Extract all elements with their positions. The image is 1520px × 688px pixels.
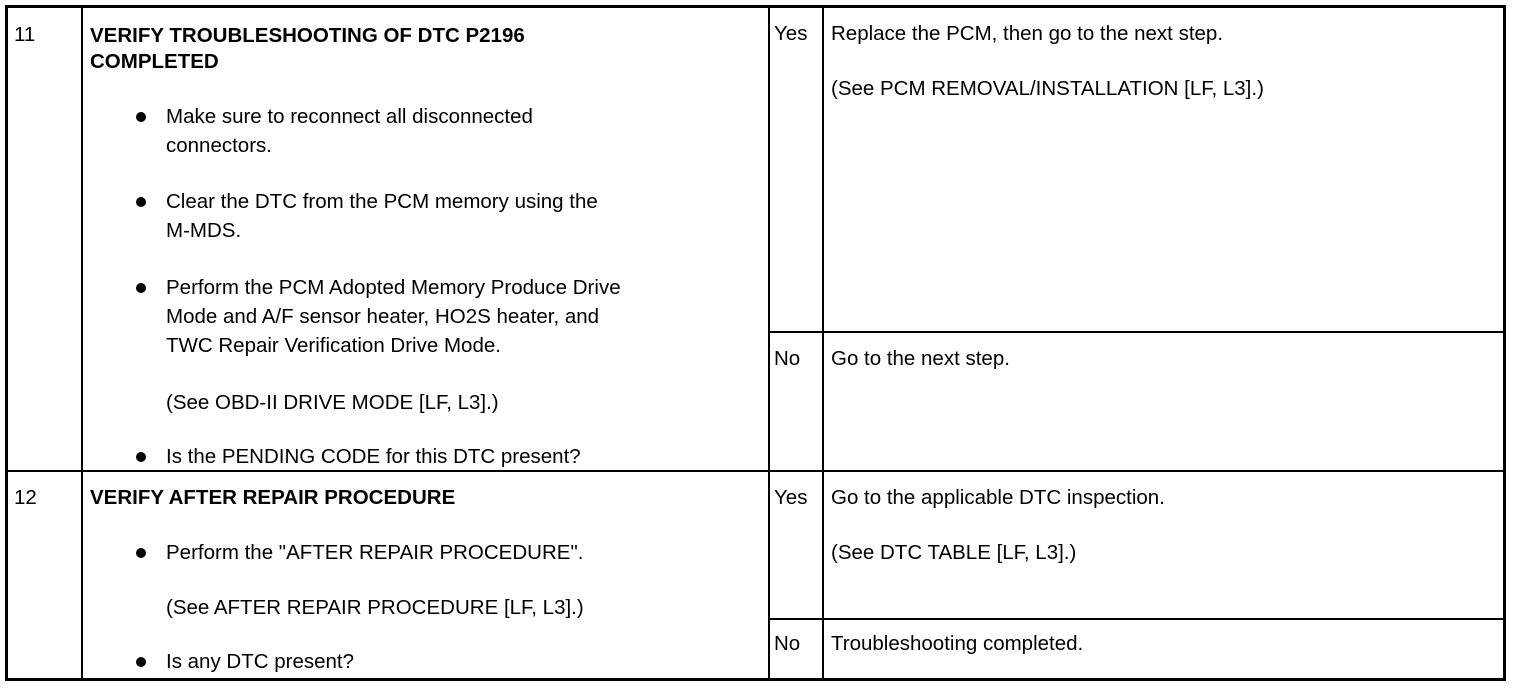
no-label: No <box>774 632 801 655</box>
no-action: Go to the next step. <box>831 347 1010 370</box>
yes-action: Replace the PCM, then go to the next step. <box>831 22 1224 45</box>
column-divider-result <box>822 8 824 678</box>
reference-link[interactable]: (See AFTER REPAIR PROCEDURE [LF, L3].) <box>166 596 584 619</box>
bullet-text: Is any DTC present? <box>166 650 354 673</box>
yes-label: Yes <box>774 486 808 509</box>
bullet-item <box>166 187 746 245</box>
step-title: VERIFY AFTER REPAIR PROCEDURE <box>90 486 456 509</box>
bullet-item <box>166 647 746 676</box>
bullet-item <box>166 102 746 160</box>
bullet-text: Mode and A/F sensor heater, HO2S heater, and <box>166 305 600 328</box>
step-title: VERIFY TROUBLESHOOTING OF DTC P2196 <box>90 24 525 47</box>
bullet-item <box>166 442 746 471</box>
step-number: 11 <box>14 23 36 46</box>
yes-reference-link[interactable]: (See DTC TABLE [LF, L3].) <box>831 541 1077 564</box>
bullet-text: Make sure to reconnect all disconnected <box>166 105 533 128</box>
column-divider-action <box>768 8 770 678</box>
yes-reference-link[interactable]: (See PCM REMOVAL/INSTALLATION [LF, L3].) <box>831 77 1264 100</box>
bullet-text: M-MDS. <box>166 219 242 242</box>
column-divider-step <box>81 8 83 678</box>
step-number: 12 <box>14 486 37 509</box>
row12-yes-no-divider <box>768 618 1503 620</box>
bullet-text: Perform the "AFTER REPAIR PROCEDURE". <box>166 541 584 564</box>
row11-yes-no-divider <box>768 331 1503 333</box>
bullet-text: Perform the PCM Adopted Memory Produce Drive <box>166 276 621 299</box>
bullet-item <box>166 273 746 360</box>
bullet-text: TWC Repair Verification Drive Mode. <box>166 334 501 357</box>
bullet-text: Clear the DTC from the PCM memory using the <box>166 190 598 213</box>
bullet-text: Is the PENDING CODE for this DTC present? <box>166 445 581 468</box>
step-title-continued: COMPLETED <box>90 50 219 73</box>
troubleshooting-table <box>5 5 1506 681</box>
bullet-item <box>166 538 746 567</box>
bullet-text: connectors. <box>166 134 272 157</box>
yes-label: Yes <box>774 22 808 45</box>
no-label: No <box>774 347 801 370</box>
reference-link[interactable]: (See OBD-II DRIVE MODE [LF, L3].) <box>166 391 499 414</box>
no-action: Troubleshooting completed. <box>831 632 1084 655</box>
yes-action: Go to the applicable DTC inspection. <box>831 486 1165 509</box>
